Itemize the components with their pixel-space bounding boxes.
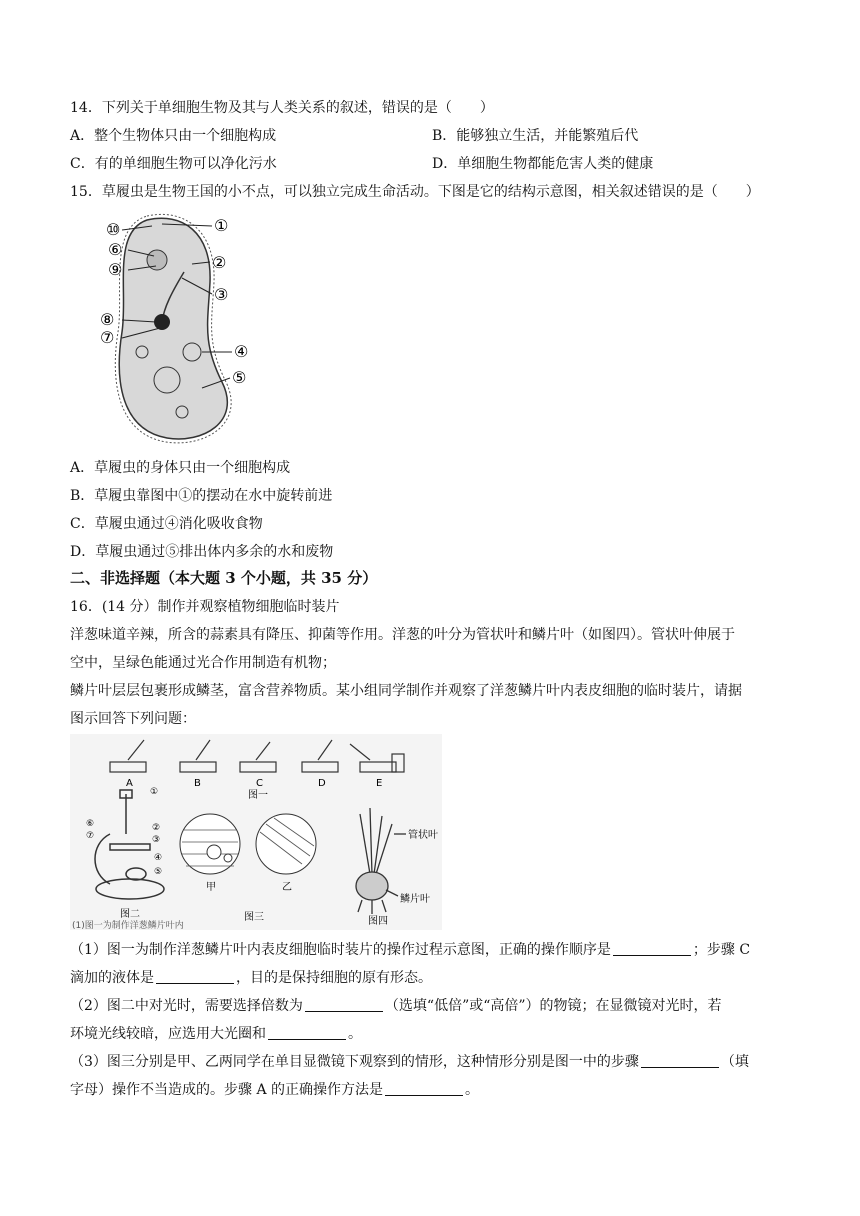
q16-part2-text-d: 。: [348, 1026, 362, 1042]
label-3: ③: [214, 285, 229, 304]
q16-part3-text-b: （填: [720, 1054, 749, 1070]
q14-option-b: B．能够独立生活，并能繁殖后代: [432, 128, 639, 144]
answer-blank-1[interactable]: [613, 941, 691, 956]
q16-part3-line2: [70, 1080, 479, 1100]
label-9: ⑨: [108, 260, 123, 279]
q16-intro-2: 空中，呈绿色能通过光合作用制造有机物；: [70, 655, 336, 671]
fig3-caption: 图三: [244, 912, 264, 923]
answer-blank-2[interactable]: [156, 969, 234, 984]
fig2-caption: 图二: [120, 909, 140, 920]
q14-option-a: A．整个生物体只由一个细胞构成: [70, 128, 277, 144]
mic-label-7: ⑦: [86, 831, 95, 841]
q15-stem: 15．草履虫是生物王国的小不点，可以独立完成生命活动。下图是它的结构示意图，相关叙述错误的是（ ）: [70, 184, 760, 200]
q16-part1-line2: [70, 968, 432, 988]
q14-option-d: D．单细胞生物都能危害人类的健康: [432, 156, 654, 172]
q15-option-c: C．草履虫通过④消化吸收食物: [70, 516, 263, 532]
q16-part2-line1: [70, 996, 722, 1016]
q16-part1-text-b: ；步骤 C: [692, 942, 751, 958]
q16-intro-3: 鳞片叶层层包裹形成鳞茎，富含营养物质。某小组同学制作并观察了洋葱鳞片叶内表皮细胞的临时装片，请据: [70, 683, 742, 699]
q16-part2-text-b: （选填“低倍”或“高倍”）的物镜；在显微镜对光时，若: [384, 998, 722, 1014]
figure-caption-fragment: (1)图一为制作洋葱鳞片叶内: [72, 921, 184, 930]
step-c-label: C: [256, 778, 263, 789]
onion-experiment-figure: [70, 734, 442, 930]
fig4-caption: 图四: [368, 916, 388, 927]
q14-stem: 14．下列关于单细胞生物及其与人类关系的叙述，错误的是（ ）: [70, 100, 494, 116]
q16-part3-text-a: （3）图三分别是甲、乙两同学在单目显微镜下观察到的情形，这种情形分别是图一中的步骤: [70, 1054, 639, 1070]
mic-label-6: ⑥: [86, 819, 95, 829]
step-d-label: D: [318, 778, 326, 789]
q16-intro-4: 图示回答下列问题：: [70, 711, 196, 727]
answer-blank-4[interactable]: [268, 1025, 346, 1040]
answer-blank-6[interactable]: [385, 1081, 463, 1096]
step-a-label: A: [126, 778, 133, 789]
linpianye-label: 鳞片叶: [400, 894, 430, 905]
q16-title: 16．(14 分）制作并观察植物细胞临时装片: [70, 599, 340, 615]
paramecium-figure: [92, 212, 282, 444]
q15-option-d: D．草履虫通过⑤排出体内多余的水和废物: [70, 544, 334, 560]
guanzhuangye-label: 管状叶: [408, 830, 438, 841]
fig3-jia-label: 甲: [206, 882, 216, 893]
q16-part1-text-d: ，目的是保持细胞的原有形态。: [236, 970, 432, 986]
answer-blank-5[interactable]: [641, 1053, 719, 1068]
q15-option-b: B．草履虫靠图中①的摆动在水中旋转前进: [70, 488, 333, 504]
section-title: 二、非选择题（本大题 3 个小题，共 35 分）: [70, 569, 378, 587]
answer-blank-3[interactable]: [305, 997, 383, 1012]
fig1-caption: 图一: [248, 790, 268, 801]
label-7: ⑦: [100, 328, 115, 347]
label-1: ①: [214, 216, 229, 235]
mic-label-5: ⑤: [154, 867, 163, 877]
q16-part3-line1: [70, 1052, 749, 1072]
q16-intro-1: 洋葱味道辛辣，所含的蒜素具有降压、抑菌等作用。洋葱的叶分为管状叶和鳞片叶（如图四）。管状叶伸展于: [70, 627, 735, 643]
q14-option-c: C．有的单细胞生物可以净化污水: [70, 156, 277, 172]
mic-label-3: ③: [152, 835, 161, 845]
label-2: ②: [212, 253, 227, 272]
q16-part3-text-c: 字母）操作不当造成的。步骤 A 的正确操作方法是: [70, 1082, 384, 1098]
q16-part3-text-d: 。: [465, 1082, 480, 1098]
q16-part2-text-c: 环境光线较暗，应选用大光圈和: [70, 1026, 266, 1042]
mic-label-4: ④: [154, 853, 163, 863]
label-4: ④: [234, 342, 249, 361]
q16-part1-line1: [70, 940, 750, 960]
fig3-yi-label: 乙: [282, 882, 292, 893]
q16-part2-text-a: （2）图二中对光时，需要选择倍数为: [70, 998, 303, 1014]
label-5: ⑤: [232, 368, 247, 387]
step-b-label: B: [194, 778, 201, 789]
label-10: ⑩: [106, 220, 121, 239]
mic-label-2: ②: [152, 823, 161, 833]
step-e-label: E: [376, 778, 383, 789]
label-8: ⑧: [100, 310, 115, 329]
q15-option-a: A．草履虫的身体只由一个细胞构成: [70, 460, 291, 476]
q16-part1-text-a: （1）图一为制作洋葱鳞片叶内表皮细胞临时装片的操作过程示意图，正确的操作顺序是: [70, 942, 611, 958]
q16-part2-line2: [70, 1024, 362, 1044]
label-6: ⑥: [108, 240, 123, 259]
q16-part1-text-c: 滴加的液体是: [70, 970, 154, 986]
mic-label-1: ①: [150, 787, 159, 797]
